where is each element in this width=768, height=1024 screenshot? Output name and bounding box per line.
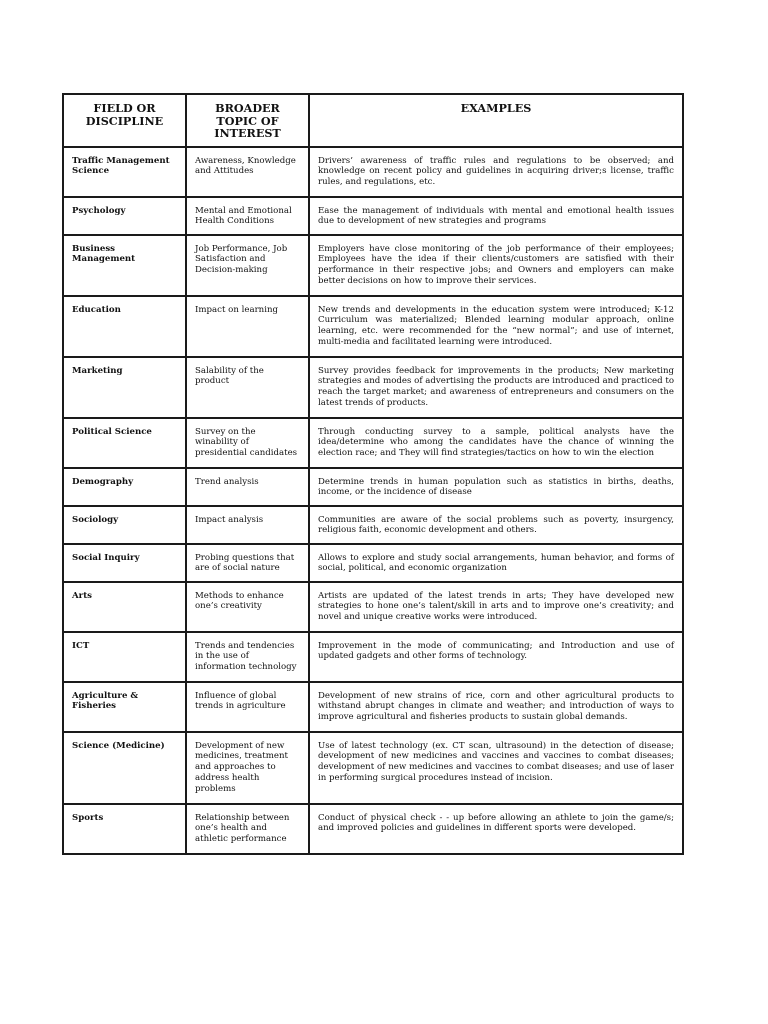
topic-cell: Survey on the winability of presidential candidates (186, 418, 309, 468)
example-cell: Allows to explore and study social arrangements, human behavior, and forms of social, political, and economic organization (309, 544, 683, 582)
example-cell: Artists are updated of the latest trends in arts; They have developed new strategies to hone one’s talent/skill in arts and to improve one’s creativity; and novel and unique creative works were introduced. (309, 582, 683, 632)
field-cell: Sociology (63, 506, 186, 544)
example-cell: Development of new strains of rice, corn and other agricultural products to withstand abrupt changes in climate and weather; and introduction of ways to improve agricultural and fisheries products to sustain global demands. (309, 682, 683, 732)
topic-cell: Relationship between one’s health and athletic performance (186, 804, 309, 854)
header-examples: EXAMPLES (309, 94, 683, 147)
table-row (63, 357, 683, 418)
topic-cell: Probing questions that are of social nature (186, 544, 309, 582)
topic-cell: Impact on learning (186, 296, 309, 357)
table-row (63, 682, 683, 732)
table-row (63, 197, 683, 235)
topic-cell: Trends and tendencies in the use of information technology (186, 632, 309, 682)
example-cell: Employers have close monitoring of the job performance of their employees; Employees have the idea if their clients/customers are satisfied with their performance in their respective jobs; and Owners and employers can make better decisions on how to improve their services. (309, 235, 683, 296)
table-row (63, 296, 683, 357)
topic-cell: Salability of the product (186, 357, 309, 418)
field-cell: Science (Medicine) (63, 732, 186, 804)
topic-cell: Influence of global trends in agriculture (186, 682, 309, 732)
field-cell: Marketing (63, 357, 186, 418)
field-cell: Psychology (63, 197, 186, 235)
example-cell: Use of latest technology (ex. CT scan, ultrasound) in the detection of disease; development of new medicines and vaccines and vaccines to combat diseases; development of new medicines and vaccines to combat diseases; and use of laser in performing surgical procedures instead of incision. (309, 732, 683, 804)
table-row (63, 632, 683, 682)
example-cell: Ease the management of individuals with mental and emotional health issues due to development of new strategies and programs (309, 197, 683, 235)
topic-cell: Mental and Emotional Health Conditions (186, 197, 309, 235)
example-cell: Through conducting survey to a sample, political analysts have the idea/determine who among the candidates have the chance of winning the election race; and They will find strategies/tactics on how to win the election (309, 418, 683, 468)
table-row (63, 418, 683, 468)
topic-cell: Methods to enhance one’s creativity (186, 582, 309, 632)
topic-cell: Awareness, Knowledge and Attitudes (186, 147, 309, 197)
table-row (63, 506, 683, 544)
field-cell: Business Management (63, 235, 186, 296)
field-cell: Social Inquiry (63, 544, 186, 582)
example-cell: Drivers’ awareness of traffic rules and regulations to be observed; and knowledge on recent policy and guidelines in acquiring driver;s license, traffic rules, and regulations, etc. (309, 147, 683, 197)
example-cell: Survey provides feedback for improvements in the products; New marketing strategies and modes of advertising the products are introduced and practiced to reach the target market; and awareness of entrepreneurs and consumers on the latest trends of products. (309, 357, 683, 418)
example-cell: Communities are aware of the social problems such as poverty, insurgency, religious faith, economic development and others. (309, 506, 683, 544)
field-cell: Traffic Management Science (63, 147, 186, 197)
topic-cell: Trend analysis (186, 468, 309, 506)
field-cell: Arts (63, 582, 186, 632)
field-cell: ICT (63, 632, 186, 682)
header-row (63, 94, 683, 147)
disciplines-table (62, 93, 684, 855)
table-row (63, 468, 683, 506)
table-row (63, 804, 683, 854)
header-topic: BROADER TOPIC OF INTEREST (186, 94, 309, 147)
topic-cell: Job Performance, Job Satisfaction and Decision-making (186, 235, 309, 296)
field-cell: Agriculture & Fisheries (63, 682, 186, 732)
field-cell: Education (63, 296, 186, 357)
topic-cell: Development of new medicines, treatment and approaches to address health problems (186, 732, 309, 804)
header-field: FIELD OR DISCIPLINE (63, 94, 186, 147)
example-cell: Determine trends in human population such as statistics in births, deaths, income, or the incidence of disease (309, 468, 683, 506)
table-row (63, 732, 683, 804)
example-cell: Improvement in the mode of communicating; and Introduction and use of updated gadgets and other forms of technology. (309, 632, 683, 682)
example-cell: New trends and developments in the education system were introduced; K-12 Curriculum was materialized; Blended learning modular approach, online learning, etc. were recommended for the “new normal”; and use of internet, multi-media and facilitated learning were introduced. (309, 296, 683, 357)
example-cell: Conduct of physical check - - up before allowing an athlete to join the game/s; and improved policies and guidelines in different sports were developed. (309, 804, 683, 854)
field-cell: Political Science (63, 418, 186, 468)
table-row (63, 235, 683, 296)
table-row (63, 147, 683, 197)
field-cell: Sports (63, 804, 186, 854)
table-row (63, 544, 683, 582)
field-cell: Demography (63, 468, 186, 506)
topic-cell: Impact analysis (186, 506, 309, 544)
table-row (63, 582, 683, 632)
